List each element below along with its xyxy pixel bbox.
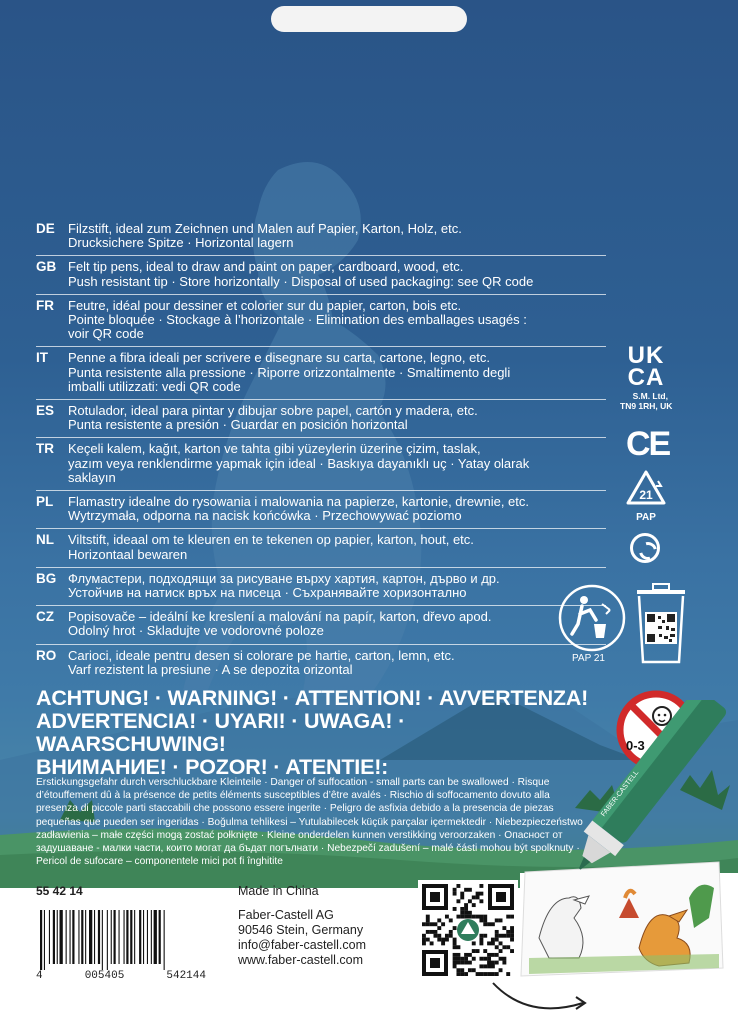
qr-module xyxy=(479,941,483,945)
barcode-bar xyxy=(102,910,103,970)
barcode-digits xyxy=(36,970,206,982)
barcode xyxy=(36,910,206,970)
qr-module xyxy=(506,915,510,919)
company-website[interactable]: www.faber-castell.com xyxy=(238,953,364,967)
qr-module xyxy=(479,972,483,976)
barcode-bar xyxy=(85,910,86,964)
barcode-bar xyxy=(130,910,132,964)
qr-module xyxy=(502,945,506,949)
language-divider xyxy=(36,644,606,645)
qr-module xyxy=(495,918,499,922)
barcode-bar xyxy=(119,910,120,964)
qr-module xyxy=(426,918,430,922)
language-block xyxy=(36,572,606,600)
qr-module xyxy=(476,892,480,896)
language-code: BG xyxy=(36,570,57,586)
qr-module xyxy=(433,934,437,938)
language-block xyxy=(36,495,606,523)
barcode-bar xyxy=(124,910,125,964)
language-text: Filzstift, ideal zum Zeichnen und Malen auf Papier, Karton, Holz, etc. Drucksichere Spitze · Horizontal lagern xyxy=(68,221,462,251)
barcode-bar xyxy=(70,910,71,964)
qr-module xyxy=(456,957,460,961)
qr-module xyxy=(499,957,503,961)
company-name: Faber-Castell AG xyxy=(238,908,334,922)
qr-module xyxy=(495,934,499,938)
qr-module xyxy=(495,953,499,957)
qr-finder xyxy=(430,958,440,968)
curved-arrow-icon xyxy=(488,975,598,1020)
qr-module xyxy=(476,895,480,899)
barcode-bar xyxy=(94,910,95,964)
qr-module xyxy=(502,926,506,930)
language-text: Rotulador, ideal para pintar y dibujar sobre papel, cartón y madera, etc. Punta resistente a presión · Guardar en posición horizontal xyxy=(68,403,478,433)
qr-module xyxy=(483,934,487,938)
qr-module xyxy=(426,922,430,926)
qr-module xyxy=(468,899,472,903)
qr-module xyxy=(483,915,487,919)
qr-module xyxy=(453,957,457,961)
qr-module xyxy=(499,949,503,953)
qr-module xyxy=(472,895,476,899)
qr-module xyxy=(506,930,510,934)
barcode-digit-1: 4 xyxy=(36,970,43,982)
barcode-bar xyxy=(98,910,100,964)
qr-module xyxy=(460,968,464,972)
language-code: NL xyxy=(36,532,54,548)
qr-module xyxy=(456,961,460,965)
qr-module xyxy=(495,945,499,949)
language-text: Penne a fibra ideali per scrivere e disegnare su carta, cartone, legno, etc. Punta resistente alla pressione · Riporre orizzontalmente · Smaltimento degli imballi utilizzati: vedi QR code xyxy=(68,350,511,394)
pen-brand-label: FABER-CASTELL xyxy=(600,769,641,819)
qr-module xyxy=(510,938,514,942)
marker-pen xyxy=(560,700,738,890)
qr-module xyxy=(479,915,483,919)
pap-label: PAP xyxy=(636,512,656,523)
qr-module xyxy=(453,961,457,965)
barcode-bar xyxy=(40,910,42,970)
barcode-bar xyxy=(126,910,128,964)
qr-module xyxy=(468,961,472,965)
qr-module xyxy=(464,915,468,919)
qr-module xyxy=(495,961,499,965)
qr-module xyxy=(426,938,430,942)
language-divider xyxy=(36,490,606,491)
qr-module xyxy=(468,888,472,892)
barcode-bar xyxy=(49,910,50,964)
qr-module xyxy=(499,968,503,972)
qr-module xyxy=(422,938,426,942)
qr-module xyxy=(510,915,514,919)
language-code: RO xyxy=(36,647,57,663)
qr-module xyxy=(422,934,426,938)
ukca-company: S.M. Ltd, xyxy=(632,391,668,401)
language-code: CZ xyxy=(36,609,54,625)
qr-module xyxy=(460,957,464,961)
language-block xyxy=(36,649,606,677)
qr-module xyxy=(441,938,445,942)
ukca-address xyxy=(620,391,673,411)
qr-module xyxy=(456,945,460,949)
qr-module xyxy=(479,934,483,938)
qr-module xyxy=(430,930,434,934)
qr-module xyxy=(472,903,476,907)
qr-module xyxy=(456,899,460,903)
qr-module xyxy=(464,972,468,976)
qr-finder xyxy=(496,892,506,902)
bin-qr-icon xyxy=(633,582,689,668)
language-text: Popisovače – ideální ke kreslení a malování na papír, karton, dřevo apod. Odolný hrot · Skladujte ve vodorovné poloze xyxy=(68,609,492,639)
qr-module xyxy=(464,903,468,907)
qr-finder xyxy=(430,892,440,902)
tidyman-recycle-icon xyxy=(558,584,626,652)
language-divider xyxy=(36,437,606,438)
qr-module xyxy=(422,922,426,926)
qr-module xyxy=(476,915,480,919)
language-block xyxy=(36,610,606,638)
company-address: 90546 Stein, Germany xyxy=(238,923,364,937)
hang-hole xyxy=(271,6,467,32)
qr-module xyxy=(437,918,441,922)
qr-module xyxy=(453,941,457,945)
language-code: GB xyxy=(36,259,57,275)
qr-module xyxy=(441,941,445,945)
qr-module xyxy=(491,938,495,942)
language-block xyxy=(36,260,606,288)
qr-module xyxy=(464,953,468,957)
qr-module xyxy=(445,934,449,938)
language-text: Carioci, ideale pentru desen si colorare pe hartie, carton, lemn, etc. Varf rezistent la presiune · A se depozita orizontal xyxy=(68,647,455,677)
language-text: Keçeli kalem, kağıt, karton ve tahta gibi yüzeylerin üzerine çizim, taslak, yazım veya renklendirme yapmak için ideal · Baskıya dayanıklı uç · Yatay olarak saklayın xyxy=(68,441,530,485)
qr-module xyxy=(487,922,491,926)
qr-module xyxy=(476,972,480,976)
qr-module xyxy=(449,930,453,934)
qr-module xyxy=(433,922,437,926)
language-text: Viltstift, ideaal om te kleuren en te tekenen op papier, karton, hout, etc. Horizontaal bewaren xyxy=(68,532,474,562)
barcode-bar xyxy=(147,910,148,964)
age-label: 0-3 xyxy=(626,738,645,753)
qr-module xyxy=(483,972,487,976)
qr-module xyxy=(460,961,464,965)
qr-module xyxy=(479,892,483,896)
barcode-bar xyxy=(66,910,67,964)
qr-module xyxy=(510,934,514,938)
qr-module xyxy=(453,938,457,942)
qr-module xyxy=(460,972,464,976)
qr-module xyxy=(472,957,476,961)
qr-module xyxy=(510,949,514,953)
language-block xyxy=(36,533,606,561)
qr-module xyxy=(476,949,480,953)
ukca-mark xyxy=(616,342,676,391)
language-block xyxy=(36,299,606,342)
qr-module xyxy=(468,968,472,972)
qr-module xyxy=(453,907,457,911)
language-divider xyxy=(36,605,606,606)
qr-module xyxy=(464,961,468,965)
ukca-postcode: TN9 1RH, UK xyxy=(620,401,673,411)
qr-module xyxy=(456,915,460,919)
barcode-bar xyxy=(72,910,74,964)
qr-module xyxy=(468,953,472,957)
language-code: FR xyxy=(36,297,54,313)
qr-module xyxy=(460,907,464,911)
qr-module xyxy=(453,953,457,957)
barcode-bar xyxy=(53,910,55,964)
qr-module xyxy=(464,888,468,892)
barcode-bar xyxy=(159,910,161,964)
qr-module xyxy=(510,930,514,934)
barcode-digit-3: 542144 xyxy=(166,970,206,982)
qr-code[interactable] xyxy=(418,880,518,980)
green-dot-icon xyxy=(630,533,660,563)
qr-module xyxy=(456,968,460,972)
qr-module xyxy=(449,934,453,938)
qr-module xyxy=(487,941,491,945)
qr-module xyxy=(510,926,514,930)
language-descriptions xyxy=(36,222,606,677)
barcode-bar xyxy=(111,910,112,964)
manufacturer-info xyxy=(238,884,366,968)
barcode-bar xyxy=(81,910,83,964)
qr-module xyxy=(495,938,499,942)
qr-module xyxy=(487,961,491,965)
qr-module xyxy=(491,953,495,957)
barcode-bar xyxy=(154,910,157,964)
qr-module xyxy=(453,964,457,968)
qr-module xyxy=(491,964,495,968)
qr-module xyxy=(426,930,430,934)
qr-module xyxy=(479,899,483,903)
barcode-bar xyxy=(134,910,135,964)
qr-module xyxy=(430,941,434,945)
barcode-bar xyxy=(60,910,63,964)
qr-module xyxy=(479,884,483,888)
pap-recycle-mark: 21 PAP xyxy=(624,469,668,523)
qr-module xyxy=(430,922,434,926)
qr-module xyxy=(499,934,503,938)
barcode-bar xyxy=(151,910,152,964)
qr-module xyxy=(479,938,483,942)
qr-module xyxy=(453,892,457,896)
qr-module xyxy=(433,930,437,934)
language-text: Flamastry idealne do rysowania i malowania na papierze, kartonie, drewnie, etc. Wytrzymała, odporna na nacisk końcówka · Przechowywać poziomo xyxy=(68,494,530,524)
language-divider xyxy=(36,346,606,347)
qr-module xyxy=(460,892,464,896)
language-text: Felt tip pens, ideal to draw and paint on paper, cardboard, wood, etc. Push resistant tip · Store horizontally · Disposal of used packaging: see QR code xyxy=(68,259,534,289)
article-number: 55 42 14 xyxy=(36,884,83,898)
qr-module xyxy=(472,915,476,919)
made-in: Made in China xyxy=(238,884,319,898)
ukca-top: UK xyxy=(627,342,665,369)
ce-mark: CE xyxy=(626,425,670,463)
ukca-bottom: CA xyxy=(627,364,665,391)
qr-module xyxy=(445,938,449,942)
barcode-bar xyxy=(57,910,58,964)
language-code: DE xyxy=(36,221,55,236)
qr-module xyxy=(502,934,506,938)
barcode-bar xyxy=(44,910,45,970)
qr-module xyxy=(453,945,457,949)
qr-module xyxy=(491,941,495,945)
barcode-digit-2: 005405 xyxy=(84,970,125,982)
qr-module xyxy=(453,888,457,892)
qr-module xyxy=(483,922,487,926)
language-divider xyxy=(36,399,606,400)
qr-module xyxy=(472,949,476,953)
qr-module xyxy=(483,949,487,953)
language-divider xyxy=(36,567,606,568)
qr-module xyxy=(499,941,503,945)
language-code: PL xyxy=(36,494,54,510)
barcode-bar xyxy=(114,910,116,964)
qr-module xyxy=(479,964,483,968)
language-block xyxy=(36,442,606,485)
certification-marks xyxy=(616,342,716,563)
language-divider xyxy=(36,255,606,256)
qr-module xyxy=(506,934,510,938)
barcode-bar xyxy=(78,910,79,964)
qr-module xyxy=(464,911,468,915)
barcode-bar xyxy=(89,910,92,964)
language-code: ES xyxy=(36,403,55,419)
qr-module xyxy=(502,957,506,961)
qr-module xyxy=(491,961,495,965)
pap-21-label: PAP 21 xyxy=(572,653,605,664)
language-block xyxy=(36,222,606,250)
qr-module xyxy=(437,938,441,942)
language-divider xyxy=(36,528,606,529)
language-divider xyxy=(36,294,606,295)
qr-module xyxy=(499,918,503,922)
qr-module xyxy=(453,926,457,930)
qr-module xyxy=(468,911,472,915)
qr-module xyxy=(479,918,483,922)
qr-module xyxy=(464,957,468,961)
qr-module xyxy=(460,915,464,919)
qr-module xyxy=(502,961,506,965)
qr-module xyxy=(483,918,487,922)
qr-module xyxy=(426,915,430,919)
qr-module xyxy=(464,907,468,911)
qr-module xyxy=(472,941,476,945)
company-email[interactable]: info@faber-castell.com xyxy=(238,938,367,952)
barcode-bar xyxy=(164,910,165,970)
qr-module xyxy=(483,964,487,968)
warning-title: ACHTUNG! · WARNING! · ATTENTION! · AVVERTENZA! ADVERTENCIA! · UYARI! · UWAGA! · WAARSCHUWING! ВНИМАНИЕ! · POZOR! · ATENTIE!: xyxy=(36,686,589,779)
qr-module xyxy=(456,953,460,957)
language-text: Флумастери, подходящи за рисуване върху хартия, картон, дърво и др. Устойчив на натиск връх на писеца · Съхранявайте хоризонтално xyxy=(68,570,500,601)
language-code: IT xyxy=(36,350,48,366)
barcode-bar xyxy=(139,910,141,964)
language-block xyxy=(36,351,606,394)
qr-module xyxy=(460,911,464,915)
qr-module xyxy=(487,964,491,968)
qr-module xyxy=(422,941,426,945)
qr-module xyxy=(487,953,491,957)
qr-module xyxy=(483,957,487,961)
qr-module xyxy=(506,945,510,949)
qr-module xyxy=(456,972,460,976)
qr-module xyxy=(460,895,464,899)
warning-text: Erstickungsgefahr durch verschluckbare Kleinteile · Danger of suffocation - small parts can be swallowed · Risque d’étouffement dû à la présence de petits éléments susceptibles d’être avalés · Rischio di soffocamento dovuto alla presenza di piccole parti staccabili che possono essere ingerite · Peligro de asfixia debido a la presencia de piezas pequeñas que pueden ser ingeridas · Boğulma tehlikesi – Yutulabilecek küçük parçalar içermektedir · Niebezpieczeństwo zadławienia – małe części mogą zostać połknięte · Kleine onderdelen kunnen verstikking veroorzaken · Опасност от задушаване - малки части, които могат да бъдат погълнати · Nebezpečí zadušení – malé části mohou být spolknuty · Pericol de sufocare – componentele mici pot fi înghitite xyxy=(36,777,583,868)
barcode-bar xyxy=(143,910,144,964)
qr-module xyxy=(456,884,460,888)
language-code: TR xyxy=(36,441,54,457)
qr-module xyxy=(441,922,445,926)
qr-module xyxy=(491,922,495,926)
qr-module xyxy=(445,915,449,919)
qr-module xyxy=(479,957,483,961)
qr-module xyxy=(472,968,476,972)
language-text: Feutre, idéal pour dessiner et colorier sur du papier, carton, bois etc. Pointe bloquée · Stockage à l’horizontale · Elimination des emballages usagés : voir QR code xyxy=(68,297,527,342)
qr-module xyxy=(468,915,472,919)
language-block xyxy=(36,404,606,432)
qr-module xyxy=(437,926,441,930)
qr-module xyxy=(437,934,441,938)
qr-module xyxy=(487,957,491,961)
barcode-bar xyxy=(107,910,108,970)
qr-module xyxy=(449,918,453,922)
qr-module xyxy=(495,930,499,934)
